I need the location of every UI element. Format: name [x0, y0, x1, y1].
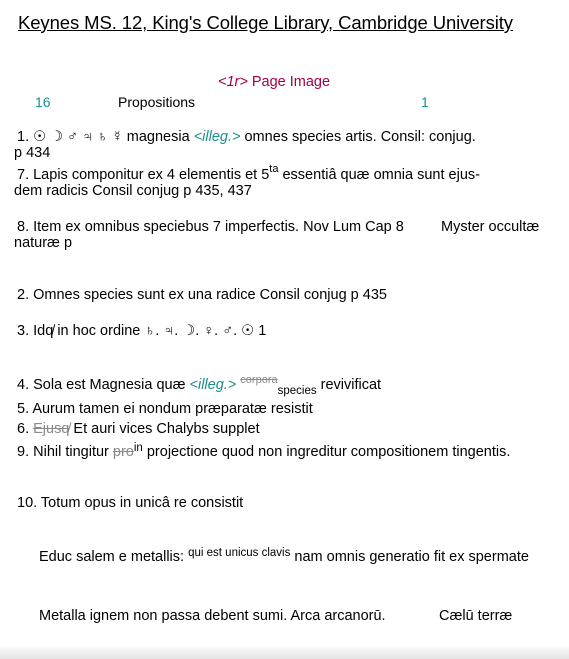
proposition-3-text: 3. Id	[17, 323, 46, 339]
proposition-5: 5. Aurum tamen ei nondum præparatæ resistit	[17, 401, 313, 417]
proposition-9-text: 9. Nihil tingitur	[17, 444, 113, 460]
caelu-marginal: Cælū terræ	[439, 608, 513, 624]
deleted-word: Ejusq̸	[33, 421, 70, 437]
superscript-ta: ta	[269, 163, 279, 175]
illegible-marker: <illeg.>	[193, 129, 241, 145]
inserted-word: in	[133, 442, 143, 454]
proposition-9-text-cont: projectione quod non ingreditur compositionem tingentis.	[142, 444, 511, 460]
proposition-1-text-cont: omnes species artis. Consil: conjug.	[240, 129, 476, 145]
page-image-link[interactable]	[218, 74, 330, 90]
proposition-8-marginal: Myster occultæ	[441, 219, 540, 235]
educ-text-cont: nam omnis generatio fit ex spermate	[290, 549, 529, 565]
manuscript-title: Keynes MS. 12, King's College Library, Cambridge University	[18, 12, 513, 33]
proposition-6-number: 6.	[17, 421, 34, 437]
deleted-word: pro	[112, 444, 134, 460]
inserted-phrase: qui est unicus clavis	[188, 547, 291, 559]
proposition-9	[17, 444, 510, 461]
proposition-1-line-2: p 434	[14, 145, 51, 161]
header-right-number: 1	[421, 94, 429, 110]
illegible-marker: <illeg.>	[189, 377, 237, 393]
header-left-number: 16	[35, 94, 51, 110]
abbreviation-glyph: q̸	[45, 323, 54, 339]
educ-text: Educ salem e metallis:	[39, 549, 189, 565]
inserted-word: species	[277, 385, 317, 397]
proposition-3	[17, 323, 266, 339]
proposition-8-line-2: naturæ p	[14, 235, 73, 251]
proposition-1-line-1	[17, 129, 476, 145]
proposition-7-line-2: dem radicis Consil conjug p 435, 437	[14, 183, 252, 199]
folio-label: <1r>	[218, 74, 248, 90]
proposition-7-line-1	[17, 163, 480, 184]
educ-line	[39, 549, 529, 566]
proposition-6	[17, 421, 260, 437]
planet-order: in hoc ordine ♄. ♃. ☽. ♀. ♂. ☉ 1	[53, 323, 267, 339]
proposition-4	[17, 374, 382, 397]
proposition-7-text-cont: essentiâ quæ omnia sunt ejus-	[278, 167, 480, 183]
page-image-label: Page Image	[247, 74, 331, 90]
proposition-2: 2. Omnes species sunt ex una radice Consil conjug p 435	[17, 287, 387, 303]
proposition-6-text: Et auri vices Chalybs supplet	[69, 421, 260, 437]
proposition-10: 10. Totum opus in unicâ re consistit	[17, 495, 244, 511]
proposition-1-text: 1. ☉ ☽ ♂ ♃ ♄ ☿ magnesia	[17, 129, 194, 145]
proposition-4-text: 4. Sola est Magnesia quæ	[17, 377, 190, 393]
proposition-4-text-cont: revivificat	[316, 377, 382, 393]
page-bottom-shadow	[0, 645, 569, 659]
header-heading: Propositions	[118, 94, 196, 110]
metalla-line: Metalla ignem non passa debent sumi. Arca arcanorū.	[39, 608, 386, 624]
proposition-7-text: 7. Lapis componitur ex 4 elementis et 5	[17, 167, 270, 183]
deleted-word: corpora	[240, 374, 278, 386]
proposition-8-line-1: 8. Item ex omnibus speciebus 7 imperfectis. Nov Lum Cap 8	[17, 219, 404, 235]
